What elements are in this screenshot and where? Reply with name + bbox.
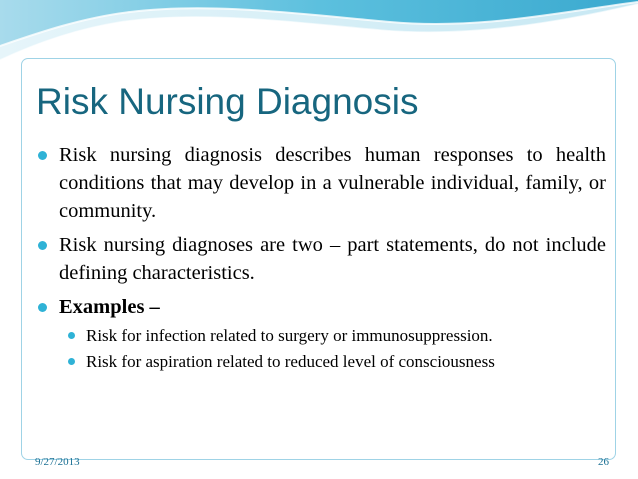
sub-bullet-item xyxy=(36,349,606,375)
sub-bullet-item xyxy=(36,323,606,349)
bullet-dot-icon xyxy=(38,151,47,160)
slide-title: Risk Nursing Diagnosis xyxy=(36,81,419,122)
sub-bullet-dot-icon xyxy=(68,358,75,365)
sub-bullet-dot-icon xyxy=(68,332,75,339)
bullet-list xyxy=(36,141,606,375)
sub-bullet-text: Risk for aspiration related to reduced level of consciousness xyxy=(86,352,495,371)
bullet-text: Risk nursing diagnosis describes human responses to health conditions that may develop in a vulnerable individual, family, or community. xyxy=(59,144,606,222)
bullet-text: Risk nursing diagnoses are two – part statements, do not include defining characteristics. xyxy=(59,234,606,284)
bullet-dot-icon xyxy=(38,241,47,250)
bullet-dot-icon xyxy=(38,303,47,312)
examples-label: Examples – xyxy=(59,296,160,318)
sub-bullet-text: Risk for infection related to surgery or immunosuppression. xyxy=(86,326,493,345)
bullet-item xyxy=(36,231,606,287)
bullet-item xyxy=(36,141,606,225)
page-number: 26 xyxy=(598,456,609,468)
bullet-item-examples xyxy=(36,293,606,321)
footer-date: 9/27/2013 xyxy=(35,456,80,468)
